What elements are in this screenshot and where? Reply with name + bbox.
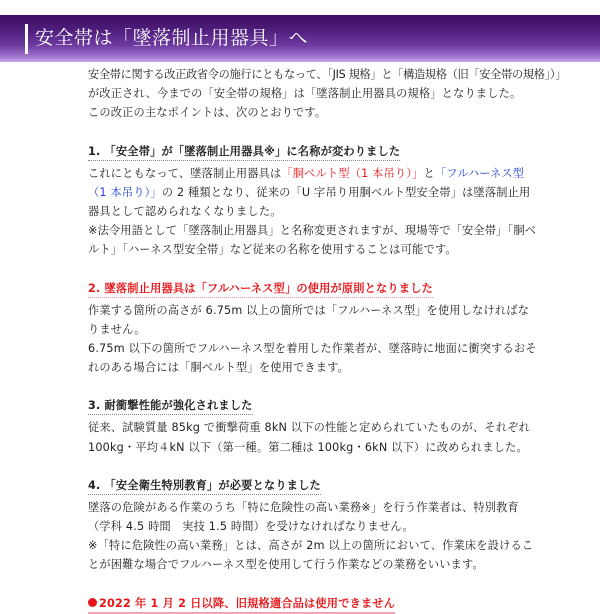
red-highlight-text: 「胴ベルト型（1 本吊り）」 xyxy=(281,166,424,180)
section-body: 作業する箇所の高さが 6.75m 以上の箇所では「フルハーネス型」を使用しなければなりません。 xyxy=(88,303,530,336)
page-title: 安全帯は「墜落制止用器具」へ xyxy=(35,27,309,49)
header-accent-bar xyxy=(25,24,28,54)
intro-paragraph xyxy=(88,65,567,123)
section-4 xyxy=(88,476,540,575)
section-body: 従来、試験質量 85kg で衝撃荷重 8kN 以下の性能と定められていたものが、それぞれ 100kg・平均４kN 以下（第一種。第二種は 100kg・6kN 以下）に改められました。 xyxy=(88,421,530,454)
final-note-text: 2022 年 1 月 2 日以降、旧規格適合品は使用できません xyxy=(99,596,396,610)
section-1 xyxy=(88,142,540,260)
section-body xyxy=(88,164,540,222)
intro-line: が改正され、今までの「安全帯の規格」は「墜落制止用器具の規格」となりました。 xyxy=(88,87,522,101)
section-body: 6.75m 以下の箇所でフルハーネス型を着用した作業者が、墜落時に地面に衝突するおそれのある場合には「胴ベルト型」を使用できます。 xyxy=(88,342,537,375)
body-text: の 2 種類となり、従来の「U 字吊り用胴ベルト型安全帯」は墜落制止用器具として認められなくなりました。 xyxy=(88,185,531,219)
final-notice xyxy=(88,594,540,614)
body-text: と xyxy=(423,166,435,180)
section-heading: 4. 「安全衛生特別教育」が必要となりました xyxy=(88,478,321,495)
intro-line: 安全帯に関する改正政省令の施行にともなって、「JIS 規格」と「構造規格（旧「安全帯の規格」）」 xyxy=(88,68,567,81)
article-content xyxy=(88,65,567,614)
final-note-line xyxy=(88,596,395,614)
blue-highlight-text: 「フルハーネス型（1 本吊り）」 xyxy=(88,166,525,199)
section-heading: 2. 墜落制止用器具は「フルハーネス型」の使用が原則となりました xyxy=(88,281,433,298)
section-note: ※法令用語として「墜落制止用器具」と名称変更されますが、現場等で「安全帯」「胴ベルト」「ハーネス型安全帯」など従来の名称を使用することは可能です。 xyxy=(88,224,537,257)
section-3 xyxy=(88,396,540,456)
section-body: 墜落の危険がある作業のうち「特に危険性の高い業務※」を行う作業者は、特別教育（学科 4.5 時間 実技 1.5 時間）を受けなければなりません。 xyxy=(88,500,519,534)
section-2 xyxy=(88,279,540,378)
section-note: ※「特に危険性の高い業務」とは、高さが 2m 以上の箇所において、作業床を設けることが困難な場合でフルハーネス型を使用して行う作業などの業務をいいます。 xyxy=(88,539,534,572)
body-text: これにともなって、墜落制止用器具は xyxy=(88,166,282,180)
intro-line: この改正の主なポイントは、次のとおりです。 xyxy=(88,106,327,120)
section-heading: 1. 「安全帯」が「墜落制止用器具※」に名称が変わりました xyxy=(88,144,400,161)
red-bullet-icon xyxy=(88,598,97,607)
page-header-banner xyxy=(0,15,600,62)
section-heading: 3. 耐衝撃性能が強化されました xyxy=(88,398,253,415)
